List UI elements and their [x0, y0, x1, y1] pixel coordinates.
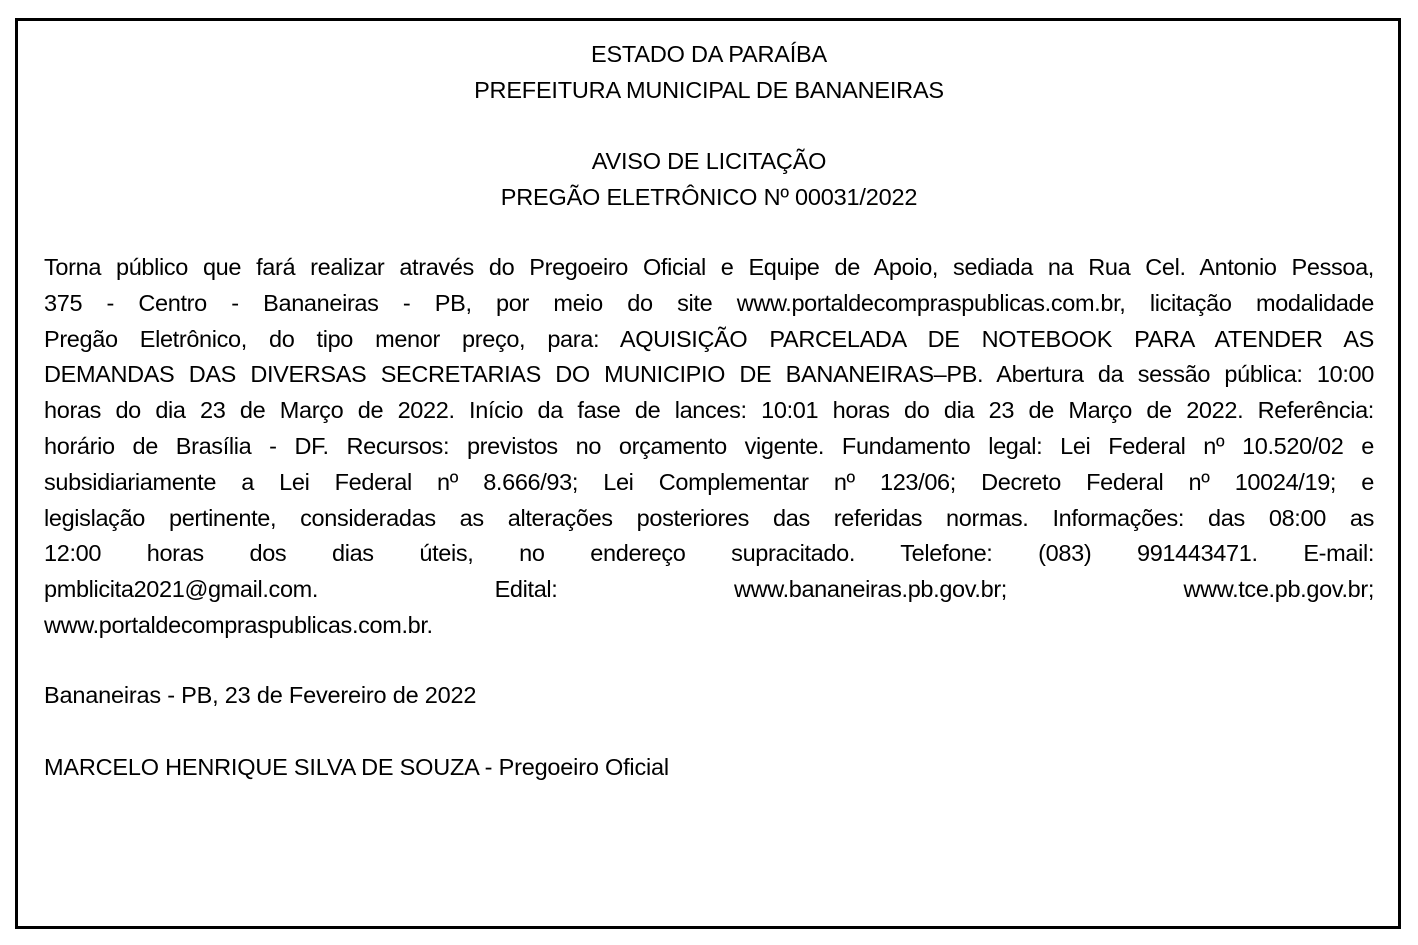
place-date: Bananeiras - PB, 23 de Fevereiro de 2022	[44, 682, 477, 708]
notice-body	[44, 250, 1374, 644]
municipality-heading: PREFEITURA MUNICIPAL DE BANANEIRAS	[474, 77, 944, 103]
body-line: Pregão Eletrônico, do tipo menor preço, para: AQUISIÇÃO PARCELADA DE NOTEBOOK PARA ATENDER AS	[44, 325, 1374, 352]
notice-title: AVISO DE LICITAÇÃO	[591, 148, 827, 174]
body-line: www.portaldecompraspublicas.com.br.	[44, 611, 433, 638]
body-line: horas do dia 23 de Março de 2022. Início da fase de lances: 10:01 horas do dia 23 de Março de 2022. Referência:	[44, 397, 1374, 424]
body-line: Torna público que fará realizar através do Pregoeiro Oficial e Equipe de Apoio, sediada na Rua Cel. Antonio Pessoa,	[44, 254, 1374, 280]
body-line: DEMANDAS DAS DIVERSAS SECRETARIAS DO MUNICIPIO DE BANANEIRAS–PB. Abertura da sessão pública: 10:00	[44, 361, 1374, 388]
body-line: 12:00 horas dos dias úteis, no endereço supracitado. Telefone: (083) 991443471. E-mail:	[44, 540, 1374, 567]
body-line: subsidiariamente a Lei Federal nº 8.666/93; Lei Complementar nº 123/06; Decreto Federal nº 10024/19; e	[44, 468, 1374, 495]
process-number: PREGÃO ELETRÔNICO Nº 00031/2022	[500, 184, 918, 210]
body-line: legislação pertinente, consideradas as alterações posteriores das referidas normas. Informações: das 08:00 as	[44, 504, 1374, 531]
state-heading: ESTADO DA PARAÍBA	[590, 41, 828, 67]
body-line: 375 - Centro - Bananeiras - PB, por meio do site www.portaldecompraspublicas.com.br, licitação modalidade	[44, 289, 1374, 316]
body-line: horário de Brasília - DF. Recursos: previstos no orçamento vigente. Fundamento legal: Lei Federal nº 10.520/02 e	[44, 432, 1374, 459]
body-line: pmblicita2021@gmail.com. Edital: www.bananeiras.pb.gov.br; www.tce.pb.gov.br;	[44, 576, 1374, 603]
signatory: MARCELO HENRIQUE SILVA DE SOUZA - Pregoeiro Oficial	[44, 754, 669, 780]
